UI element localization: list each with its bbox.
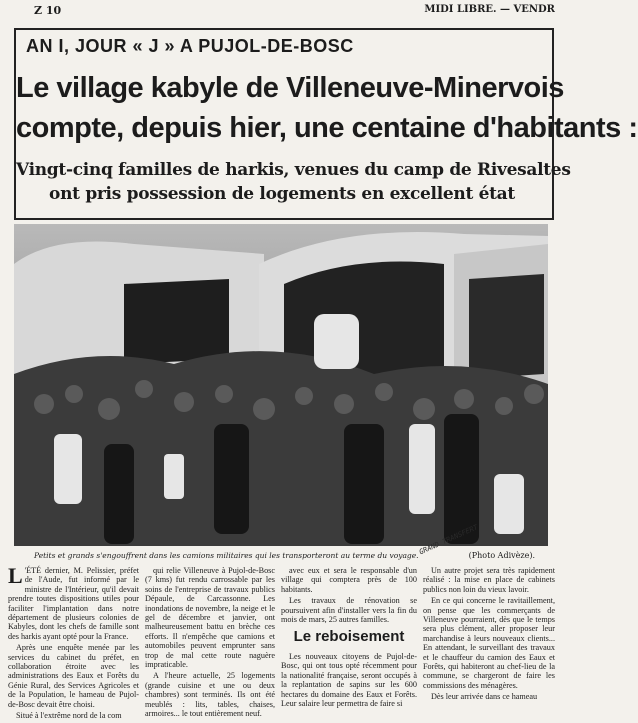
section-heading: Le reboisement [293,628,405,645]
photo-credit: (Photo Adivèze). [468,551,535,560]
paragraph: Situé à l'extrême nord de la com [16,711,122,721]
paragraph: qui relie Villeneuve à Pujol-de-Bosc (7 kms) fut rendu carrossable par les soins de l'entreprise de travaux publics Dépaule, de Carcassonne. Les inondations de novembre, la neige et le gel de décembre et janvier, ont malheureusement battu en brèche ces efforts. Il n'empêche que camions et automobiles peuvent emprunter sans trop de mal cette route naguère impraticable. [145,566,275,670]
paragraph: Les travaux de rénovation se poursuivent afin d'installer vers la fin du mois de mars, 25 autres familles. [281,596,417,625]
paragraph: Les nouveaux citoyens de Pujol-de-Bosc, qui ont tous opté récemment pour la nationalité française, seront occupés à la replantation de sapins sur les 600 hectares du domaine des Eaux et Forêts. Leur salaire leur permettra de faire si [281,652,417,709]
article-column-3 [281,566,417,626]
subheadline-line-1: Vingt-cinq familles de harkis, venues du camp de Rivesaltes [16,160,571,180]
article-column-2 [145,566,275,721]
kicker: AN I, JOUR « J » A PUJOL-DE-BOSC [26,36,354,56]
paragraph: Dès leur arrivée dans ce hameau [431,692,538,702]
photo-caption: Petits et grands s'engouffrent dans les camions militaires qui les transporteront au terme du voyage. [34,551,419,560]
page-number: Z 10 [34,4,62,17]
truck-opening-left [124,279,229,364]
article-column-4 [423,566,555,704]
photo-illustration [14,224,548,546]
subheadline [16,158,571,206]
article-column-1 [8,563,139,723]
drop-cap: L [8,563,23,588]
handwritten-annotation: GRAND TRANSFERT [418,523,480,557]
news-photo [14,224,548,546]
paragraph: L 'ÉTÉ dernier, M. Pelissier, préfet de l'Aude, fut informé par le ministre de l'Intérieur, qu'il devait prendre toutes dispositions utiles pour faciliter l'implantation dans notre département de plusieurs colonies de Kabyles, dont les chefs de famille sont des harkis ayant opté pour la France. [8,563,139,641]
page-header [0,0,559,20]
paragraph: Après une enquête menée par les services du cabinet du préfet, en collaboration étroite avec les administrations des Eaux et Forêts du Génie Rural, des Services Agricoles et de la Population, le hameau de Pujol-de-Bosc devait être choisi. [8,643,139,709]
article-column-3-continued [281,652,417,710]
headline-line-2: compte, depuis hier, une centaine d'habitants : [16,112,638,144]
newspaper-name: MIDI LIBRE. — VENDR [424,4,555,15]
subheadline-line-2: ont pris possession de logements en excellent état [49,184,515,204]
paragraph: En ce qui concerne le ravitaillement, on pense que les commerçants de Villeneuve pourraient, dès que le temps sera plus clément, aller proposer leur marchandise à leurs nouveaux clients... En attendant, le surveillant des travaux et le chauffeur du camion des Eaux et Forêts, qui habiteront au chef-lieu de la commune, se chargeront de faire les commissions des ménagères. [423,596,555,690]
truck-opening-right [469,274,544,379]
paragraph: Un autre projet sera très rapidement réalisé : la mise en place de cabinets publics non loin du vieux lavoir. [423,566,555,594]
headline [16,68,638,148]
paragraph: A l'heure actuelle, 25 logements (grande cuisine et une ou deux chambres) sont terminés. Ils ont été meublés : lits, tables, chaises, armoires... le tout entièrement neuf. [145,671,275,719]
headline-line-1: Le village kabyle de Villeneuve-Minervois [16,72,564,104]
paragraph: avec eux et sera le responsable d'un village qui comptera près de 100 habitants. [281,566,417,594]
